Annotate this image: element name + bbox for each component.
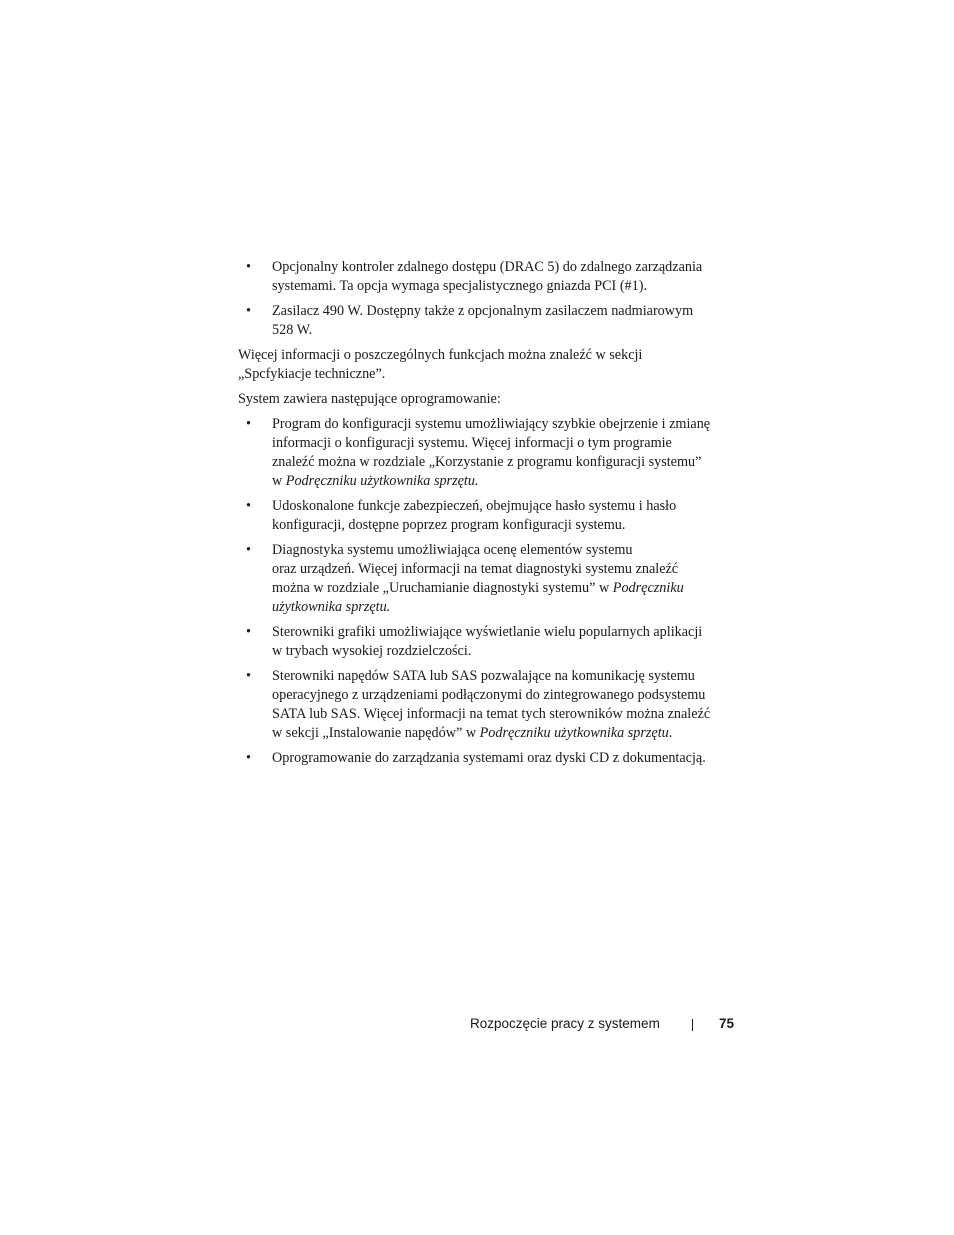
software-list [238, 415, 738, 768]
list-item-text: Opcjonalny kontroler zdalnego dostępu (DRAC 5) do zdalnego zarządzania [272, 259, 703, 275]
list-item-text: Sterowniki grafiki umożliwiające wyświetlanie wielu popularnych aplikacji [272, 624, 703, 640]
footer-divider [692, 1019, 693, 1031]
list-item-text: informacji o konfiguracji systemu. Więcej informacji o tym programie [272, 435, 672, 451]
list-item-text: operacyjnego z urządzeniami podłączonymi do zintegrowanego podsystemu [272, 687, 706, 703]
manual-title-reference: Podręczniku użytkownika sprzętu. [285, 473, 479, 489]
list-item-text: Diagnostyka systemu umożliwiająca ocenę elementów systemu [272, 542, 633, 558]
bullet-icon: • [246, 542, 251, 558]
list-item-text: SATA lub SAS. Więcej informacji na temat tych sterowników można znaleźć [272, 706, 711, 722]
text-prefix: w sekcji „Instalowanie napędów” w [272, 725, 480, 741]
list-item-text: Sterowniki napędów SATA lub SAS pozwalające na komunikację systemu [272, 668, 695, 684]
list-item-text: znaleźć można w rozdziale „Korzystanie z programu konfiguracji systemu” [272, 454, 702, 470]
feature-list [238, 258, 738, 340]
list-item [238, 258, 738, 296]
page-number: 75 [719, 1016, 735, 1031]
bullet-icon: • [246, 259, 251, 275]
manual-title-reference: Podręczniku użytkownika sprzętu [479, 725, 669, 741]
footer-section-title: Rozpoczęcie pracy z systemem [470, 1016, 660, 1031]
bullet-icon: • [246, 750, 251, 766]
list-item [238, 541, 738, 617]
list-item-text [272, 598, 738, 617]
manual-title-reference: użytkownika sprzętu. [272, 599, 391, 615]
bullet-icon: • [246, 624, 251, 640]
list-item [238, 497, 738, 535]
list-item [238, 667, 738, 743]
list-item-text: oraz urządzeń. Więcej informacji na temat diagnostyki systemu znaleźć [272, 561, 679, 577]
list-item-text [272, 472, 738, 491]
page-footer [470, 1015, 734, 1035]
paragraph-line: „Spcfykiacje techniczne”. [238, 366, 386, 382]
text-suffix: . [668, 725, 673, 741]
bullet-icon: • [246, 668, 251, 684]
list-item-text: Udoskonalone funkcje zabezpieczeń, obejmujące hasło systemu i hasło [272, 498, 677, 514]
text-prefix: można w rozdziale „Uruchamianie diagnostyki systemu” w [272, 580, 613, 596]
manual-title-reference: Podręczniku [612, 580, 684, 596]
list-item-text: Program do konfiguracji systemu umożliwiający szybkie obejrzenie i zmianę [272, 416, 711, 432]
list-item-text: Zasilacz 490 W. Dostępny także z opcjonalnym zasilaczem nadmiarowym [272, 303, 694, 319]
more-info-paragraph [238, 346, 738, 384]
list-item [238, 623, 738, 661]
list-item-text: w trybach wysokiej rozdzielczości. [272, 643, 472, 659]
software-intro-paragraph [238, 390, 738, 409]
paragraph-line: Więcej informacji o poszczególnych funkcjach można znaleźć w sekcji [238, 347, 643, 363]
list-item-text: systemami. Ta opcja wymaga specjalistycznego gniazda PCI (#1). [272, 278, 647, 294]
text-prefix: w [272, 473, 286, 489]
list-item [238, 302, 738, 340]
list-item [238, 749, 738, 768]
bullet-icon: • [246, 498, 251, 514]
paragraph-line: System zawiera następujące oprogramowanie: [238, 391, 501, 407]
list-item-text: 528 W. [272, 322, 313, 338]
list-item-text: Oprogramowanie do zarządzania systemami oraz dyski CD z dokumentacją. [272, 750, 706, 766]
bullet-icon: • [246, 303, 251, 319]
page-body [238, 258, 738, 774]
list-item-text [272, 579, 738, 598]
list-item-text [272, 724, 738, 743]
list-item [238, 415, 738, 491]
bullet-icon: • [246, 416, 251, 432]
list-item-text: konfiguracji, dostępne poprzez program konfiguracji systemu. [272, 517, 626, 533]
